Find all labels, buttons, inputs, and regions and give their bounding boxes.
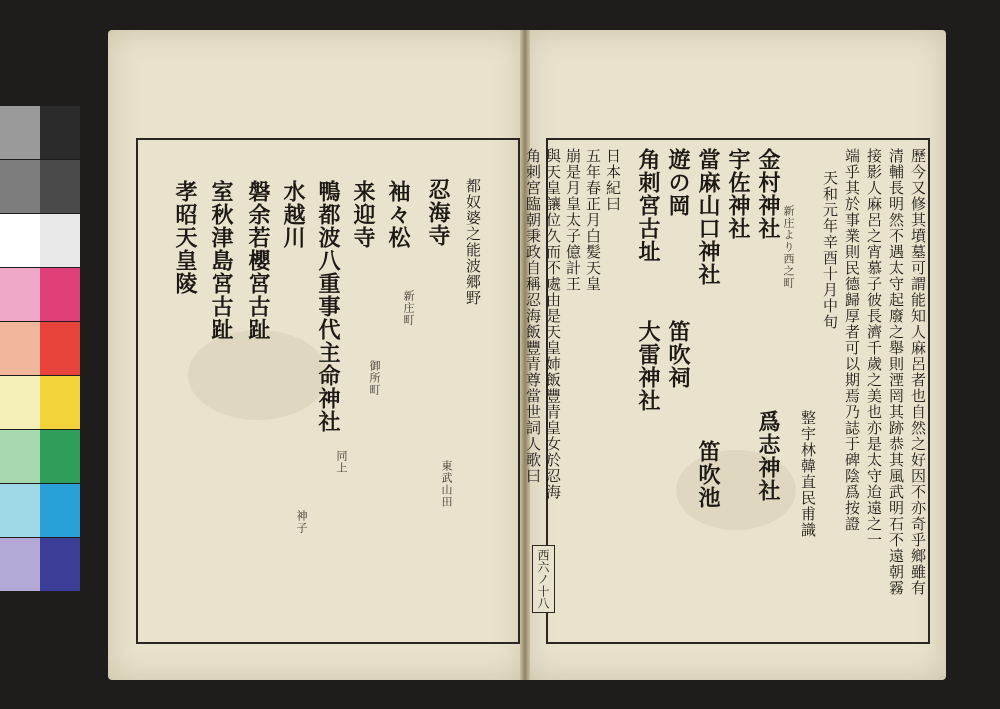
- heading-tsunosashi-palace: 角刺宮古址: [635, 148, 661, 263]
- note-shinjo-nishi: 新庄より西之町: [782, 205, 795, 289]
- heading-tameshi-shrine: 爲志神社: [755, 410, 781, 502]
- preface-date: 天和元年辛酉十月中旬: [821, 170, 839, 330]
- color-swatch: [0, 430, 40, 483]
- note-higashi-buyama: 東武山田: [440, 460, 453, 508]
- color-swatch: [40, 322, 80, 375]
- color-calibration-chart: [0, 106, 82, 596]
- note-shinjo: 新庄町: [402, 290, 415, 326]
- heading-iware-palace: 磐余若櫻宮古趾: [245, 180, 271, 341]
- preface-col-4: 端乎其於事業則民德歸厚者可以期焉乃誌于碑陰爲按證: [843, 148, 861, 532]
- color-swatch: [0, 538, 40, 591]
- heading-kosho-tomb: 孝昭天皇陵: [172, 180, 198, 295]
- heading-fuefuki-shrine: 笛吹祠: [665, 320, 691, 389]
- heading-mizukoshi-river: 水越川: [280, 180, 306, 249]
- heading-kanemura-shrine: 金村神社: [755, 148, 781, 240]
- left-title-small: 都奴婆之能波郷野: [464, 178, 482, 306]
- note-miko: 神子: [295, 510, 308, 534]
- color-swatch: [0, 214, 40, 267]
- color-swatch: [40, 214, 80, 267]
- heading-asobi-no-oka: 遊の岡: [665, 148, 691, 217]
- preface-col-2: 清輔長明然不遇太守起廢之舉則湮罔其跡恭其風武明石不遠朝霧: [887, 148, 905, 596]
- page-number: 西六ノ十八: [532, 545, 555, 613]
- color-swatch: [0, 268, 40, 321]
- chronicle-col-2: 五年春正月白髪天皇: [584, 148, 602, 292]
- color-swatch: [40, 376, 80, 429]
- heading-raigo-ji: 来迎寺: [350, 180, 376, 249]
- heading-usa-shrine: 宇佐神社: [725, 148, 751, 240]
- color-swatch: [40, 484, 80, 537]
- chronicle-col-1: 日本紀曰: [604, 148, 622, 212]
- heading-oshimi-dera: 忍海寺: [425, 178, 451, 247]
- color-swatch: [0, 160, 40, 213]
- color-swatch: [0, 106, 40, 159]
- note-same: 同上: [335, 450, 348, 474]
- heading-akitsushima-palace: 室秋津島宮古趾: [208, 180, 234, 341]
- preface-signature: 整宇林韓直民甫識: [799, 410, 817, 538]
- chronicle-col-4: 與天皇讓位久而不處由是天皇姉飯豐青皇女於忍海: [544, 148, 562, 500]
- note-gose: 御所町: [368, 360, 381, 396]
- heading-fuefuki-pond: 笛吹池: [695, 440, 721, 509]
- heading-ikazuchi-shrine: 大雷神社: [635, 320, 661, 412]
- heading-taima-yamaguchi-shrine: 當麻山口神社: [695, 148, 721, 286]
- heading-kamotsuba-shrine: 鴨都波八重事代主命神社: [315, 180, 341, 433]
- chronicle-col-3: 崩是月皇太子億計王: [564, 148, 582, 292]
- chronicle-col-5: 角刺宮臨朝秉政自稱忍海飯豐青尊當世詞人歌曰: [524, 148, 542, 484]
- color-swatch: [40, 106, 80, 159]
- color-swatch: [40, 430, 80, 483]
- preface-col-3: 接影人麻呂之宵慕子彼長濟千歲之美也亦是太守迨遠之一: [865, 148, 883, 548]
- color-swatch: [0, 322, 40, 375]
- color-swatch: [0, 484, 40, 537]
- heading-sode-matsu: 袖々松: [385, 180, 411, 249]
- color-swatch: [40, 268, 80, 321]
- open-book: [108, 30, 946, 680]
- color-swatch: [0, 376, 40, 429]
- color-swatch: [40, 538, 80, 591]
- preface-col-1: 歷今又修其墳墓可謂能知人麻呂者也自然之好因不亦奇乎鄉雖有: [909, 148, 927, 596]
- color-swatch: [40, 160, 80, 213]
